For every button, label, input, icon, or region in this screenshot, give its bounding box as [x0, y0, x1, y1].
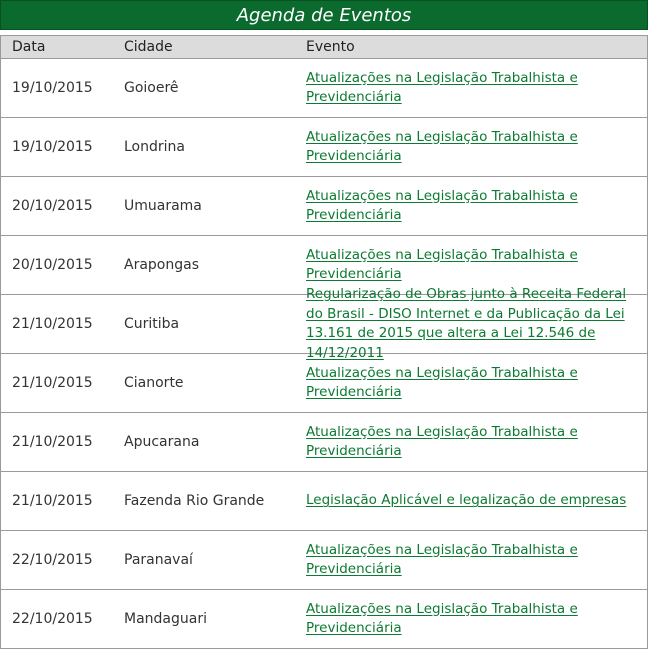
table-header — [0, 35, 648, 59]
column-header-evento: Evento — [306, 39, 355, 55]
date-cell: 19/10/2015 — [12, 139, 93, 155]
city-cell: Curitiba — [124, 316, 180, 332]
event-link[interactable]: Regularização de Obras junto à Receita Federal do Brasil - DISO Internet e da Publicação da Lei 13.161 de 2015 que altera a Lei 12.546 de 14/12/2011 — [306, 286, 627, 361]
city-cell: Apucarana — [124, 434, 200, 450]
event-link[interactable]: Atualizações na Legislação Trabalhista e Previdenciária — [306, 364, 578, 400]
city-cell: Cianorte — [124, 375, 184, 391]
event-link[interactable]: Atualizações na Legislação Trabalhista e Previdenciária — [306, 246, 578, 282]
city-cell: Mandaguari — [124, 611, 207, 627]
event-link[interactable]: Atualizações na Legislação Trabalhista e Previdenciária — [306, 541, 578, 577]
city-cell: Goioerê — [124, 80, 179, 96]
table-title: Agenda de Eventos — [0, 0, 648, 30]
table-row — [0, 177, 648, 236]
table-row — [0, 531, 648, 590]
column-header-data: Data — [12, 39, 46, 55]
city-cell: Fazenda Rio Grande — [124, 493, 265, 509]
city-cell: Paranavaí — [124, 552, 193, 568]
city-cell: Londrina — [124, 139, 185, 155]
date-cell: 22/10/2015 — [12, 552, 93, 568]
table-row — [0, 59, 648, 118]
date-cell: 21/10/2015 — [12, 375, 93, 391]
date-cell: 21/10/2015 — [12, 316, 93, 332]
event-link[interactable]: Legislação Aplicável e legalização de empresas — [306, 492, 627, 509]
city-cell: Umuarama — [124, 198, 202, 214]
table-row — [0, 354, 648, 413]
date-cell: 19/10/2015 — [12, 80, 93, 96]
table-row — [0, 472, 648, 531]
event-link[interactable]: Atualizações na Legislação Trabalhista e Previdenciária — [306, 600, 578, 636]
event-link[interactable]: Atualizações na Legislação Trabalhista e Previdenciária — [306, 69, 578, 105]
date-cell: 20/10/2015 — [12, 257, 93, 273]
table-body — [0, 59, 648, 649]
event-link[interactable]: Atualizações na Legislação Trabalhista e Previdenciária — [306, 128, 578, 164]
event-link[interactable]: Atualizações na Legislação Trabalhista e Previdenciária — [306, 187, 578, 223]
table-row — [0, 118, 648, 177]
date-cell: 21/10/2015 — [12, 493, 93, 509]
date-cell: 22/10/2015 — [12, 611, 93, 627]
table-row — [0, 590, 648, 649]
table-row — [0, 286, 648, 361]
event-link[interactable]: Atualizações na Legislação Trabalhista e Previdenciária — [306, 423, 578, 459]
city-cell: Arapongas — [124, 257, 199, 273]
column-header-cidade: Cidade — [124, 39, 173, 55]
date-cell: 21/10/2015 — [12, 434, 93, 450]
table-row — [0, 413, 648, 472]
date-cell: 20/10/2015 — [12, 198, 93, 214]
